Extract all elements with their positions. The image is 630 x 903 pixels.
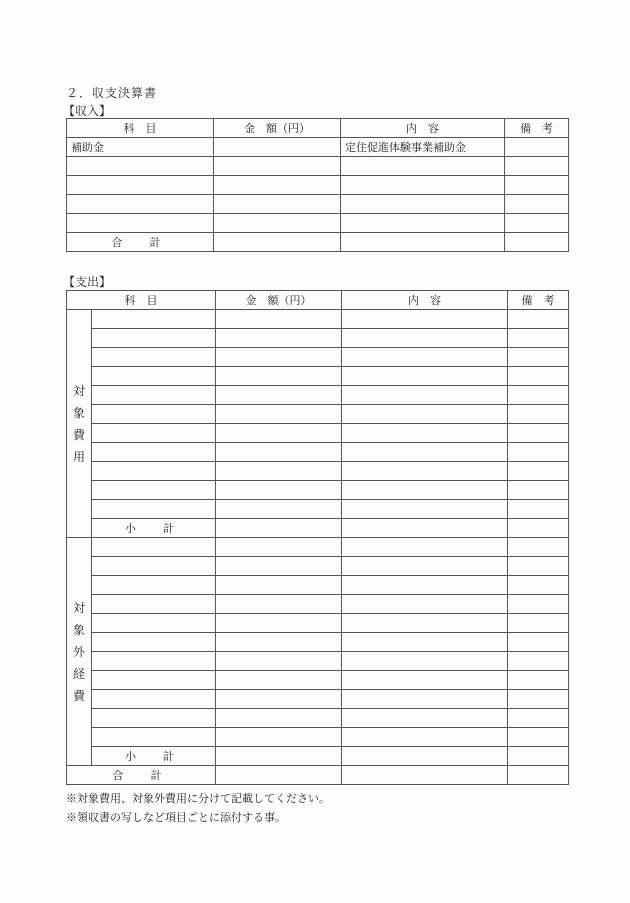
expenditure-amount-cell[interactable]: [216, 500, 342, 519]
expenditure-content-cell[interactable]: [342, 348, 508, 367]
expenditure-amount-cell[interactable]: [216, 690, 342, 709]
group-label-char: 用: [72, 449, 85, 464]
expenditure-item-cell[interactable]: [92, 348, 216, 367]
expenditure-content-cell[interactable]: [342, 443, 508, 462]
income-total-remarks[interactable]: [505, 233, 569, 252]
income-item-cell[interactable]: [67, 176, 214, 195]
expenditure-item-cell[interactable]: [92, 614, 216, 633]
expenditure-content-cell[interactable]: [342, 386, 508, 405]
expenditure-row: [67, 633, 569, 652]
expenditure-content-cell[interactable]: [342, 633, 508, 652]
income-amount-cell[interactable]: [214, 157, 341, 176]
expenditure-row: [67, 576, 569, 595]
expenditure-remarks-cell[interactable]: [508, 329, 569, 348]
header-content: 内 容: [342, 291, 508, 310]
expenditure-remarks-cell[interactable]: [508, 576, 569, 595]
expenditure-amount-cell[interactable]: [216, 367, 342, 386]
expenditure-content-cell[interactable]: [342, 557, 508, 576]
expenditure-row: [67, 462, 569, 481]
expenditure-row: [67, 538, 569, 557]
expenditure-remarks-cell[interactable]: [508, 557, 569, 576]
expenditure-item-cell[interactable]: [92, 386, 216, 405]
expenditure-content-cell[interactable]: [342, 614, 508, 633]
income-total-content[interactable]: [341, 233, 505, 252]
expenditure-item-cell[interactable]: [92, 690, 216, 709]
expenditure-content-cell[interactable]: [342, 652, 508, 671]
expenditure-remarks-cell[interactable]: [508, 386, 569, 405]
expenditure-remarks-cell[interactable]: [508, 367, 569, 386]
expenditure-content-cell[interactable]: [342, 595, 508, 614]
expenditure-amount-cell[interactable]: [216, 386, 342, 405]
income-total-label: 合 計: [67, 233, 214, 252]
header-item: 科 目: [67, 291, 216, 310]
expenditure-item-cell[interactable]: [92, 557, 216, 576]
group-label-char: 対: [72, 600, 85, 615]
expenditure-remarks-cell[interactable]: [508, 538, 569, 557]
income-remarks-cell[interactable]: [505, 157, 569, 176]
expenditure-remarks-cell[interactable]: [508, 709, 569, 728]
expenditure-item-cell[interactable]: [92, 367, 216, 386]
income-remarks-cell[interactable]: [505, 176, 569, 195]
expenditure-remarks-cell[interactable]: [508, 424, 569, 443]
income-total-amount[interactable]: [214, 233, 341, 252]
expenditure-total-content[interactable]: [342, 766, 508, 785]
expenditure-group-label: [67, 310, 92, 538]
expenditure-item-cell[interactable]: [92, 500, 216, 519]
expenditure-amount-cell[interactable]: [216, 747, 342, 766]
income-remarks-cell[interactable]: [505, 138, 569, 157]
expenditure-item-cell[interactable]: [92, 595, 216, 614]
income-item-cell[interactable]: [67, 195, 214, 214]
group-label-char: 費: [72, 688, 85, 703]
income-row: [67, 157, 569, 176]
expenditure-amount-cell[interactable]: [216, 652, 342, 671]
expenditure-row: [67, 405, 569, 424]
expenditure-total-label: 合 計: [67, 766, 216, 785]
subtotal-label: 小 計: [92, 519, 216, 538]
expenditure-amount-cell[interactable]: [216, 557, 342, 576]
income-total-row: [67, 233, 569, 252]
expenditure-item-cell[interactable]: [92, 652, 216, 671]
expenditure-row: [67, 348, 569, 367]
expenditure-amount-cell[interactable]: [216, 576, 342, 595]
header-amount: 金 額（円）: [216, 291, 342, 310]
income-content-cell[interactable]: [341, 176, 505, 195]
expenditure-remarks-cell[interactable]: [508, 747, 569, 766]
expenditure-item-cell[interactable]: [92, 329, 216, 348]
expenditure-amount-cell[interactable]: [216, 443, 342, 462]
expenditure-item-cell[interactable]: [92, 405, 216, 424]
expenditure-remarks-cell[interactable]: [508, 614, 569, 633]
expenditure-content-cell[interactable]: [342, 519, 508, 538]
expenditure-remarks-cell[interactable]: [508, 443, 569, 462]
income-content-cell[interactable]: [341, 214, 505, 233]
expenditure-row: [67, 709, 569, 728]
expenditure-item-cell[interactable]: [92, 538, 216, 557]
expenditure-remarks-cell[interactable]: [508, 728, 569, 747]
income-remarks-cell[interactable]: [505, 195, 569, 214]
expenditure-row: [67, 671, 569, 690]
expenditure-header-row: [67, 291, 569, 310]
expenditure-content-cell[interactable]: [342, 747, 508, 766]
expenditure-content-cell[interactable]: [342, 310, 508, 329]
income-header-row: [67, 119, 569, 138]
income-content-cell[interactable]: 定住促進体験事業補助金: [341, 138, 505, 157]
expenditure-content-cell[interactable]: [342, 462, 508, 481]
header-remarks: 備 考: [505, 119, 569, 138]
group-label-char: 象: [72, 405, 85, 420]
expenditure-item-cell[interactable]: [92, 443, 216, 462]
expenditure-amount-cell[interactable]: [216, 462, 342, 481]
expenditure-content-cell[interactable]: [342, 690, 508, 709]
expenditure-item-cell[interactable]: [92, 671, 216, 690]
expenditure-table: [66, 290, 569, 785]
expenditure-amount-cell[interactable]: [216, 538, 342, 557]
expenditure-row: [67, 595, 569, 614]
expenditure-remarks-cell[interactable]: [508, 519, 569, 538]
expenditure-row: [67, 690, 569, 709]
expenditure-row: [67, 557, 569, 576]
expenditure-content-cell[interactable]: [342, 481, 508, 500]
expenditure-section-label: 【支出】: [63, 275, 112, 289]
income-section-label: 【収入】: [63, 104, 112, 118]
expenditure-content-cell[interactable]: [342, 329, 508, 348]
header-content: 内 容: [341, 119, 505, 138]
income-item-cell[interactable]: [67, 157, 214, 176]
expenditure-item-cell[interactable]: [92, 424, 216, 443]
income-amount-cell[interactable]: [214, 138, 341, 157]
expenditure-total-row: [67, 766, 569, 785]
income-amount-cell[interactable]: [214, 214, 341, 233]
group-label-char: 対: [72, 383, 85, 398]
expenditure-item-cell[interactable]: [92, 481, 216, 500]
document-title: ２．収支決算書: [66, 86, 158, 100]
note-separate-costs: ※対象費用、対象外費用に分けて記載してください。: [66, 792, 330, 805]
income-amount-cell[interactable]: [214, 176, 341, 195]
expenditure-content-cell[interactable]: [342, 709, 508, 728]
expenditure-amount-cell[interactable]: [216, 595, 342, 614]
expenditure-subtotal-row: [67, 519, 569, 538]
income-content-cell[interactable]: [341, 157, 505, 176]
subtotal-label: 小 計: [92, 747, 216, 766]
expenditure-amount-cell[interactable]: [216, 709, 342, 728]
expenditure-amount-cell[interactable]: [216, 633, 342, 652]
expenditure-remarks-cell[interactable]: [508, 462, 569, 481]
expenditure-row: [67, 310, 569, 329]
expenditure-content-cell[interactable]: [342, 367, 508, 386]
expenditure-amount-cell[interactable]: [216, 481, 342, 500]
expenditure-remarks-cell[interactable]: [508, 481, 569, 500]
expenditure-row: [67, 500, 569, 519]
income-amount-cell[interactable]: [214, 195, 341, 214]
expenditure-content-cell[interactable]: [342, 405, 508, 424]
expenditure-amount-cell[interactable]: [216, 614, 342, 633]
expenditure-amount-cell[interactable]: [216, 671, 342, 690]
expenditure-amount-cell[interactable]: [216, 728, 342, 747]
expenditure-content-cell[interactable]: [342, 538, 508, 557]
expenditure-row: [67, 329, 569, 348]
expenditure-remarks-cell[interactable]: [508, 310, 569, 329]
expenditure-amount-cell[interactable]: [216, 329, 342, 348]
expenditure-content-cell[interactable]: [342, 424, 508, 443]
expenditure-remarks-cell[interactable]: [508, 500, 569, 519]
expenditure-remarks-cell[interactable]: [508, 595, 569, 614]
expenditure-amount-cell[interactable]: [216, 348, 342, 367]
expenditure-row: [67, 652, 569, 671]
expenditure-amount-cell[interactable]: [216, 424, 342, 443]
expenditure-item-cell[interactable]: [92, 576, 216, 595]
income-remarks-cell[interactable]: [505, 214, 569, 233]
expenditure-subtotal-row: [67, 747, 569, 766]
expenditure-remarks-cell[interactable]: [508, 690, 569, 709]
group-label-char: 経: [72, 666, 85, 681]
expenditure-item-cell[interactable]: [92, 728, 216, 747]
income-row: [67, 176, 569, 195]
header-item: 科 目: [67, 119, 214, 138]
expenditure-item-cell[interactable]: [92, 633, 216, 652]
header-amount: 金 額（円）: [214, 119, 341, 138]
expenditure-row: [67, 481, 569, 500]
income-item-cell[interactable]: [67, 214, 214, 233]
expenditure-row: [67, 728, 569, 747]
expenditure-content-cell[interactable]: [342, 728, 508, 747]
expenditure-group-label: [67, 538, 92, 766]
expenditure-total-remarks[interactable]: [508, 766, 569, 785]
expenditure-content-cell[interactable]: [342, 671, 508, 690]
expenditure-remarks-cell[interactable]: [508, 652, 569, 671]
expenditure-row: [67, 614, 569, 633]
expenditure-remarks-cell[interactable]: [508, 671, 569, 690]
expenditure-amount-cell[interactable]: [216, 310, 342, 329]
group-label-char: 象: [72, 622, 85, 637]
income-row: [67, 214, 569, 233]
income-content-cell[interactable]: [341, 195, 505, 214]
income-table: [66, 118, 569, 252]
expenditure-row: [67, 424, 569, 443]
income-item-cell[interactable]: 補助金: [67, 138, 214, 157]
expenditure-row: [67, 443, 569, 462]
expenditure-item-cell[interactable]: [92, 709, 216, 728]
expenditure-total-amount[interactable]: [216, 766, 342, 785]
expenditure-amount-cell[interactable]: [216, 405, 342, 424]
income-row: [67, 195, 569, 214]
expenditure-remarks-cell[interactable]: [508, 348, 569, 367]
expenditure-content-cell[interactable]: [342, 500, 508, 519]
expenditure-row: [67, 367, 569, 386]
note-attach-receipts: ※領収書の写しなど項目ごとに添付する事。: [66, 811, 286, 824]
expenditure-amount-cell[interactable]: [216, 519, 342, 538]
group-label-char: 費: [72, 427, 85, 442]
expenditure-item-cell[interactable]: [92, 310, 216, 329]
expenditure-content-cell[interactable]: [342, 576, 508, 595]
expenditure-item-cell[interactable]: [92, 462, 216, 481]
group-label-char: 外: [72, 644, 85, 659]
income-row: [67, 138, 569, 157]
expenditure-row: [67, 386, 569, 405]
expenditure-remarks-cell[interactable]: [508, 405, 569, 424]
expenditure-remarks-cell[interactable]: [508, 633, 569, 652]
header-remarks: 備 考: [508, 291, 569, 310]
